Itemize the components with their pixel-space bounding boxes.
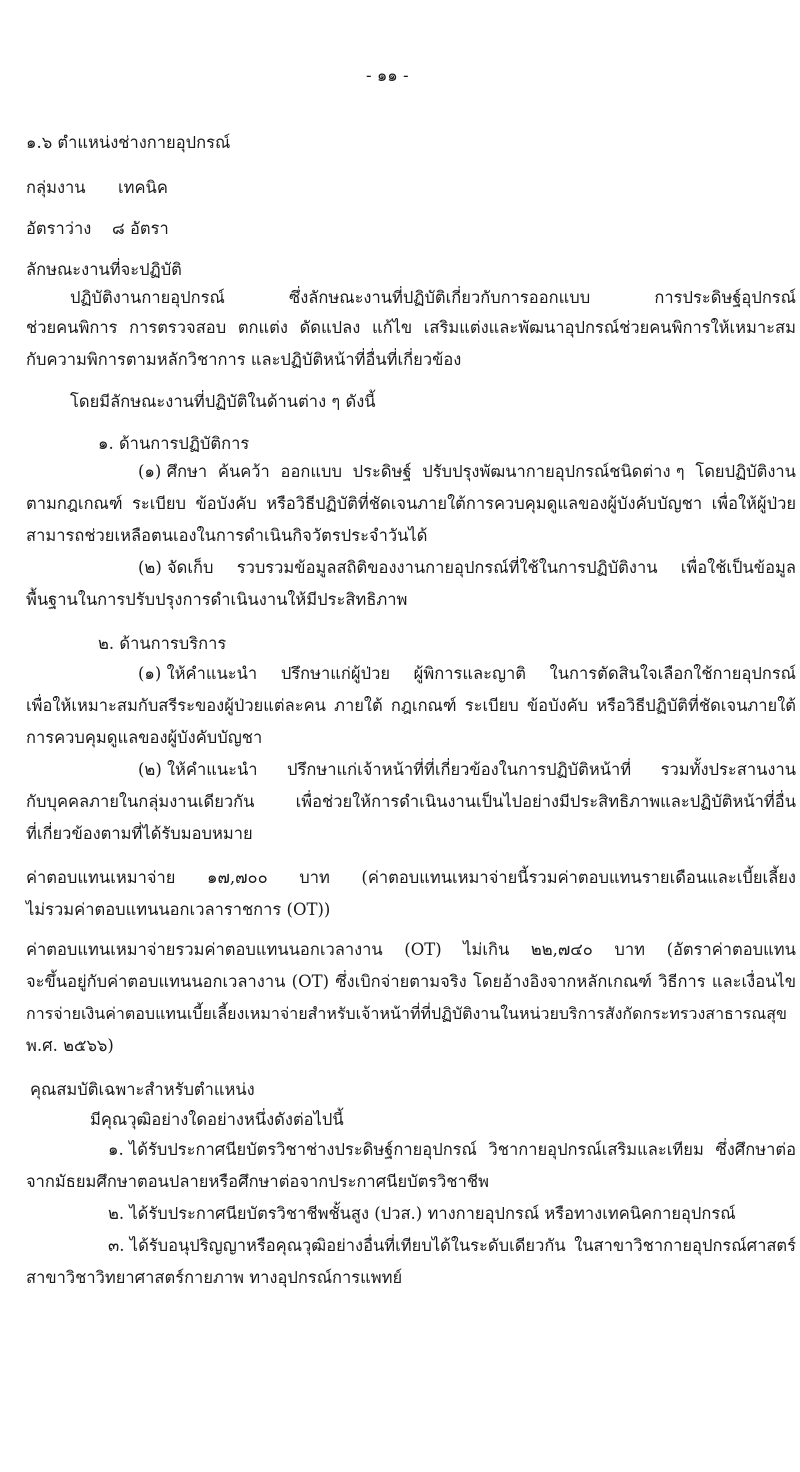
- qualification-item-2: ๒. ได้รับประกาศนียบัตรวิชาชีพชั้นสูง (ปวส.) ทางกายอุปกรณ์ หรือทางเทคนิคกายอุปกรณ์: [108, 1204, 736, 1223]
- service-item-2-line-1: (๒) ให้คำแนะนำ ปรึกษาแก่เจ้าหน้าที่ที่เกี่ยวข้องในการปฏิบัติหน้าที่ รวมทั้งประสานงาน: [138, 760, 796, 779]
- job-nature-intro-line-2: ช่วยคนพิการ การตรวจสอบ ตกแต่ง ดัดแปลง แก้ไข เสริมแต่งและพัฒนาอุปกรณ์ช่วยคนพิการให้เหมาะสม: [26, 318, 796, 337]
- service-item-2-line-2: กับบุคคลภายในกลุ่มงานเดียวกัน เพื่อช่วยให้การดำเนินงานเป็นไปอย่างมีประสิทธิภาพและปฏิบัติหน้าที่อื่น: [26, 792, 796, 811]
- qualifications-lead: มีคุณวุฒิอย่างใดอย่างหนึ่งดังต่อไปนี้: [90, 1110, 344, 1129]
- work-group-label: กลุ่มงาน: [26, 178, 86, 197]
- qualifications-heading: คุณสมบัติเฉพาะสำหรับตำแหน่ง: [30, 1080, 255, 1099]
- salary-ot-line-2: จะขึ้นอยู่กับค่าตอบแทนนอกเวลางาน (OT) ซึ่งเบิกจ่ายตามจริง โดยอ้างอิงจากหลักเกณฑ์ วิธีการ และเงื่อนไข: [26, 972, 796, 991]
- qualification-item-1-line-1: ๑. ได้รับประกาศนียบัตรวิชาช่างประดิษฐ์กายอุปกรณ์ วิชากายอุปกรณ์เสริมและเทียม ซึ่งศึกษาต่อ: [108, 1140, 796, 1159]
- section-operations-title: ๑. ด้านการปฏิบัติการ: [98, 434, 250, 453]
- position-heading: ๑.๖ ตำแหน่งช่างกายอุปกรณ์: [26, 133, 231, 152]
- salary-line-1: ค่าตอบแทนเหมาจ่าย ๑๗,๗๐๐ บาท (ค่าตอบแทนเหมาจ่ายนี้รวมค่าตอบแทนรายเดือนและเบี้ยเลี้ยง: [26, 868, 796, 887]
- job-nature-lead: โดยมีลักษณะงานที่ปฏิบัติในด้านต่าง ๆ ดังนี้: [70, 392, 376, 411]
- qualification-item-1-line-2: จากมัธยมศึกษาตอนปลายหรือศึกษาต่อจากประกาศนียบัตรวิชาชีพ: [26, 1172, 489, 1191]
- service-item-1-line-1: (๑) ให้คำแนะนำ ปรึกษาแก่ผู้ป่วย ผู้พิการและญาติ ในการตัดสินใจเลือกใช้กายอุปกรณ์: [138, 664, 796, 683]
- qualification-item-3-line-2: สาขาวิชาวิทยาศาสตร์กายภาพ ทางอุปกรณ์การแพทย์: [26, 1268, 403, 1287]
- operations-item-1-line-2: ตามกฎเกณฑ์ ระเบียบ ข้อบังคับ หรือวิธีปฏิบัติที่ชัดเจนภายใต้การควบคุมดูแลของผู้บังคับบัญชา เพื่อให้ผู้ป่วย: [26, 494, 796, 513]
- vacancies-value: ๘ อัตรา: [112, 219, 169, 238]
- service-item-1-line-2: เพื่อให้เหมาะสมกับสรีระของผู้ป่วยแต่ละคน ภายใต้ กฎเกณฑ์ ระเบียบ ข้อบังคับ หรือวิธีปฏิบัติที่ชัดเจนภายใต้: [26, 696, 796, 715]
- operations-item-1-line-3: สามารถช่วยเหลือตนเองในการดำเนินกิจวัตรประจำวันได้: [26, 526, 428, 545]
- job-nature-heading: ลักษณะงานที่จะปฏิบัติ: [26, 260, 182, 279]
- operations-item-1-line-1: (๑) ศึกษา ค้นคว้า ออกแบบ ประดิษฐ์ ปรับปรุงพัฒนากายอุปกรณ์ชนิดต่าง ๆ โดยปฏิบัติงาน: [138, 462, 796, 481]
- work-group-value: เทคนิค: [118, 178, 168, 197]
- operations-item-2-line-1: (๒) จัดเก็บ รวบรวมข้อมูลสถิติของงานกายอุปกรณ์ที่ใช้ในการปฏิบัติงาน เพื่อใช้เป็นข้อมูล: [138, 558, 796, 577]
- operations-item-2-line-2: พื้นฐานในการปรับปรุงการดำเนินงานให้มีประสิทธิภาพ: [26, 590, 408, 609]
- salary-line-2: ไม่รวมค่าตอบแทนนอกเวลาราชการ (OT)): [26, 900, 331, 919]
- job-nature-intro-line-1: ปฏิบัติงานกายอุปกรณ์ ซึ่งลักษณะงานที่ปฏิบัติเกี่ยวกับการออกแบบ การประดิษฐ์อุปกรณ์: [70, 288, 796, 307]
- qualification-item-3-line-1: ๓. ได้รับอนุปริญญาหรือคุณวุฒิอย่างอื่นที่เทียบได้ในระดับเดียวกัน ในสาขาวิชากายอุปกรณ์ศาสตร์: [108, 1236, 796, 1255]
- job-nature-intro-line-3: กับความพิการตามหลักวิชาการ และปฏิบัติหน้าที่อื่นที่เกี่ยวข้อง: [26, 350, 462, 369]
- page-number: - ๑๑ -: [366, 66, 409, 85]
- salary-ot-line-1: ค่าตอบแทนเหมาจ่ายรวมค่าตอบแทนนอกเวลางาน (OT) ไม่เกิน ๒๒,๗๔๐ บาท (อัตราค่าตอบแทน: [26, 940, 796, 959]
- vacancies-label: อัตราว่าง: [26, 219, 92, 238]
- section-service-title: ๒. ด้านการบริการ: [98, 634, 227, 653]
- salary-ot-line-4: พ.ศ. ๒๕๖๖): [26, 1036, 114, 1055]
- service-item-1-line-3: การควบคุมดูแลของผู้บังคับบัญชา: [26, 728, 263, 747]
- service-item-2-line-3: ที่เกี่ยวข้องตามที่ได้รับมอบหมาย: [26, 824, 253, 843]
- salary-ot-line-3: การจ่ายเงินค่าตอบแทนเบี้ยเลี้ยงเหมาจ่ายสำหรับเจ้าหน้าที่ที่ปฏิบัติงานในหน่วยบริการสังกัดกระทรวงสาธารณสุข: [26, 1004, 787, 1023]
